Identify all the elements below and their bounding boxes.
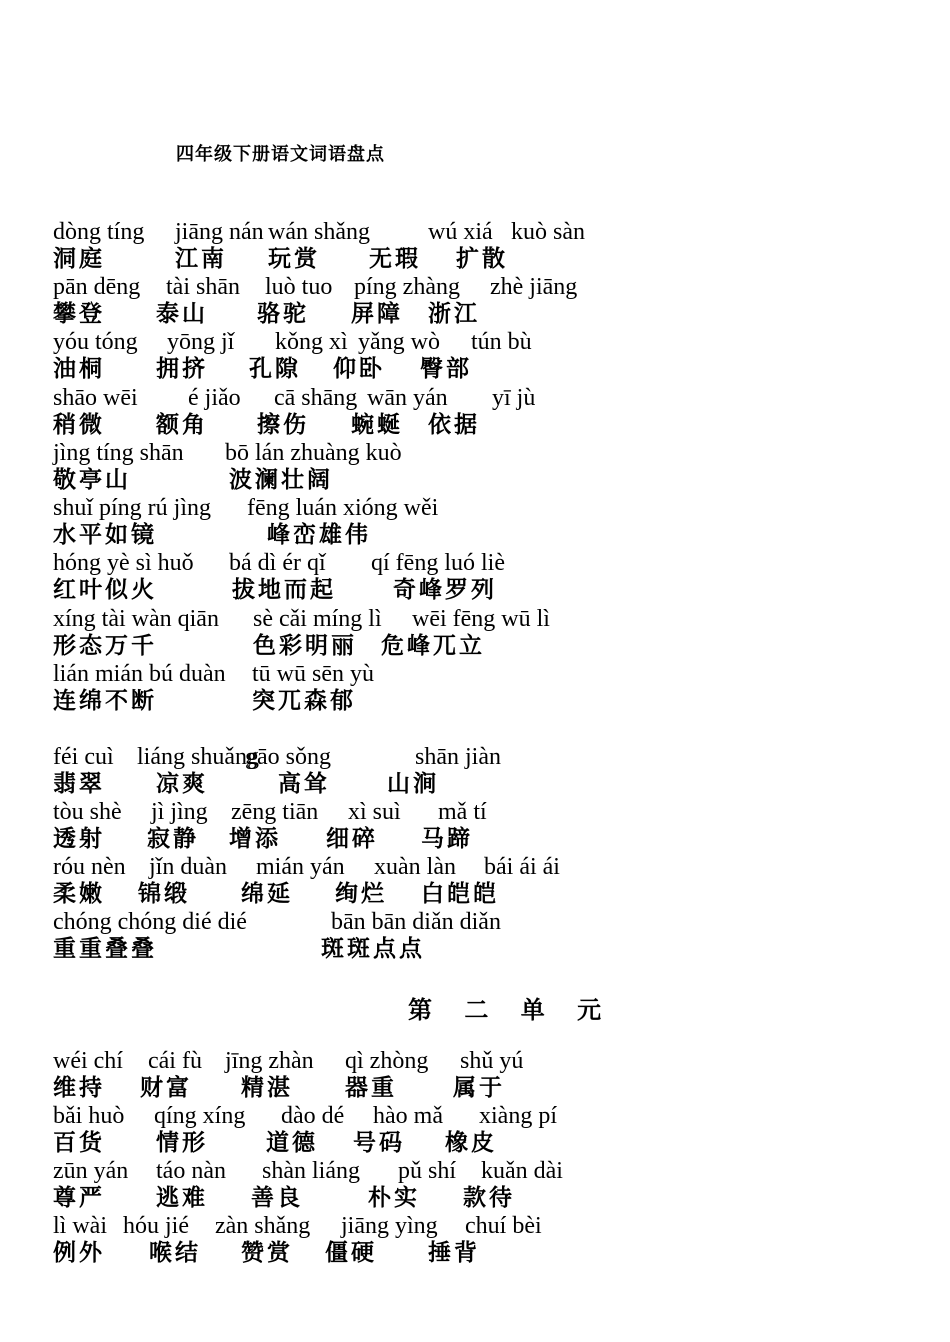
hanzi-word: 绚烂	[335, 880, 387, 907]
hanzi-word: 浙江	[428, 300, 480, 327]
hanzi-word: 善良	[251, 1184, 303, 1211]
hanzi-word: 仰卧	[333, 355, 385, 382]
pinyin-word: chóng chóng dié dié	[53, 909, 247, 935]
pinyin-word: hóng yè sì huǒ	[53, 550, 194, 576]
hanzi-word: 洞庭	[53, 245, 105, 272]
pinyin-word: fēng luán xióng wěi	[247, 495, 439, 521]
pinyin-word: lì wài	[53, 1213, 107, 1239]
pinyin-word: wān yán	[367, 385, 448, 411]
hanzi-word: 尊严	[53, 1184, 105, 1211]
pinyin-word: wēi fēng wū lì	[412, 606, 550, 632]
hanzi-word: 例外	[53, 1239, 105, 1266]
hanzi-word: 细碎	[326, 825, 378, 852]
pinyin-word: xiàng pí	[479, 1103, 557, 1129]
hanzi-word: 精湛	[241, 1074, 293, 1101]
hanzi-word: 波澜壮阔	[229, 466, 333, 493]
hanzi-word: 器重	[345, 1074, 397, 1101]
hanzi-word: 攀登	[53, 300, 105, 327]
pinyin-word: mǎ tí	[438, 799, 487, 825]
hanzi-word: 臀部	[420, 355, 472, 382]
hanzi-word: 无瑕	[369, 245, 421, 272]
hanzi-word: 高耸	[278, 770, 330, 797]
pinyin-word: kǒng xì	[275, 329, 348, 355]
pinyin-word: liáng shuǎng	[137, 744, 259, 770]
hanzi-word: 锦缎	[138, 880, 190, 907]
pinyin-word: píng zhàng	[354, 274, 460, 300]
hanzi-word: 峰峦雄伟	[267, 521, 371, 548]
hanzi-word: 依据	[428, 411, 480, 438]
pinyin-word: táo nàn	[156, 1158, 226, 1184]
hanzi-word: 危峰兀立	[381, 632, 485, 659]
hanzi-word: 寂静	[147, 825, 199, 852]
pinyin-word: wú xiá	[428, 219, 493, 245]
hanzi-word: 红叶似火	[53, 576, 157, 603]
hanzi-word: 色彩明丽	[253, 632, 357, 659]
hanzi-word: 绵延	[241, 880, 293, 907]
pinyin-word: chuí bèi	[465, 1213, 542, 1239]
hanzi-word: 擦伤	[257, 411, 309, 438]
pinyin-word: dòng tíng	[53, 219, 145, 245]
hanzi-word: 柔嫩	[53, 880, 105, 907]
pinyin-word: hào mǎ	[373, 1103, 443, 1129]
pinyin-word: tài shān	[166, 274, 240, 300]
hanzi-word: 扩散	[456, 245, 508, 272]
pinyin-word: bō lán zhuàng kuò	[225, 440, 402, 466]
pinyin-word: lián mián bú duàn	[53, 661, 226, 687]
hanzi-word: 逃难	[156, 1184, 208, 1211]
pinyin-word: shān jiàn	[415, 744, 501, 770]
pinyin-word: bān bān diǎn diǎn	[331, 909, 501, 935]
pinyin-word: mián yán	[256, 854, 345, 880]
hanzi-word: 增添	[229, 825, 281, 852]
hanzi-word: 玩赏	[268, 245, 320, 272]
pinyin-word: zhè jiāng	[490, 274, 578, 300]
hanzi-word: 道德	[266, 1129, 318, 1156]
hanzi-word: 财富	[140, 1074, 192, 1101]
hanzi-word: 翡翠	[53, 770, 105, 797]
pinyin-word: yóu tóng	[53, 329, 138, 355]
pinyin-word: féi cuì	[53, 744, 114, 770]
pinyin-word: shāo wēi	[53, 385, 138, 411]
pinyin-word: sè cǎi míng lì	[253, 606, 382, 632]
pinyin-word: tòu shè	[53, 799, 122, 825]
pinyin-word: shǔ yú	[460, 1048, 524, 1074]
pinyin-word: pān dēng	[53, 274, 141, 300]
hanzi-word: 捶背	[428, 1239, 480, 1266]
pinyin-word: shuǐ píng rú jìng	[53, 495, 212, 521]
hanzi-word: 僵硬	[325, 1239, 377, 1266]
pinyin-word: jǐn duàn	[149, 854, 227, 880]
hanzi-word: 突兀森郁	[252, 687, 356, 714]
hanzi-word: 山涧	[387, 770, 439, 797]
pinyin-word: pǔ shí	[398, 1158, 457, 1184]
pinyin-word: qì zhòng	[345, 1048, 429, 1074]
pinyin-word: hóu jié	[123, 1213, 189, 1239]
hanzi-word: 重重叠叠	[53, 935, 157, 962]
hanzi-word: 连绵不断	[53, 687, 157, 714]
pinyin-word: qí fēng luó liè	[371, 550, 505, 576]
pinyin-word: cái fù	[148, 1048, 202, 1074]
hanzi-word: 屏障	[351, 300, 403, 327]
pinyin-word: xuàn làn	[374, 854, 456, 880]
pinyin-word: zēng tiān	[231, 799, 319, 825]
hanzi-word: 拔地而起	[232, 576, 336, 603]
page-title: 四年级下册语文词语盘点	[176, 144, 385, 165]
pinyin-word: yōng jǐ	[167, 329, 235, 355]
hanzi-word: 拥挤	[156, 355, 208, 382]
hanzi-word: 骆驼	[257, 300, 309, 327]
pinyin-word: kuò sàn	[511, 219, 585, 245]
pinyin-word: qíng xíng	[154, 1103, 246, 1129]
hanzi-word: 赞赏	[241, 1239, 293, 1266]
hanzi-word: 水平如镜	[53, 521, 157, 548]
unit-heading: 第 二 单 元	[408, 995, 614, 1024]
hanzi-word: 形态万千	[53, 632, 157, 659]
hanzi-word: 白皑皑	[421, 880, 499, 907]
pinyin-word: jiāng nán	[175, 219, 264, 245]
pinyin-word: tún bù	[471, 329, 532, 355]
hanzi-word: 号码	[353, 1129, 405, 1156]
pinyin-word: bá dì ér qǐ	[229, 550, 326, 576]
hanzi-word: 维持	[53, 1074, 105, 1101]
pinyin-word: yī jù	[492, 385, 536, 411]
pinyin-word: é jiǎo	[188, 385, 241, 411]
hanzi-word: 奇峰罗列	[393, 576, 497, 603]
pinyin-word: cā shāng	[274, 385, 358, 411]
hanzi-word: 油桐	[53, 355, 105, 382]
hanzi-word: 斑斑点点	[321, 935, 425, 962]
hanzi-word: 敬亭山	[53, 466, 131, 493]
pinyin-word: gāo sǒng	[245, 744, 331, 770]
hanzi-word: 款待	[463, 1184, 515, 1211]
pinyin-word: wán shǎng	[268, 219, 370, 245]
pinyin-word: zàn shǎng	[215, 1213, 311, 1239]
pinyin-word: yǎng wò	[358, 329, 440, 355]
hanzi-word: 属于	[453, 1074, 505, 1101]
hanzi-word: 朴实	[368, 1184, 420, 1211]
pinyin-word: luò tuo	[265, 274, 333, 300]
hanzi-word: 情形	[156, 1129, 208, 1156]
pinyin-word: xíng tài wàn qiān	[53, 606, 219, 632]
pinyin-word: jiāng yìng	[341, 1213, 438, 1239]
hanzi-word: 凉爽	[156, 770, 208, 797]
pinyin-word: wéi chí	[53, 1048, 123, 1074]
pinyin-word: dào dé	[281, 1103, 345, 1129]
hanzi-word: 透射	[53, 825, 105, 852]
pinyin-word: shàn liáng	[262, 1158, 360, 1184]
pinyin-word: jìng tíng shān	[53, 440, 184, 466]
hanzi-word: 百货	[53, 1129, 105, 1156]
hanzi-word: 江南	[175, 245, 227, 272]
pinyin-word: bái ái ái	[484, 854, 560, 880]
pinyin-word: jì jìng	[151, 799, 208, 825]
pinyin-word: bǎi huò	[53, 1103, 125, 1129]
hanzi-word: 孔隙	[249, 355, 301, 382]
hanzi-word: 马蹄	[421, 825, 473, 852]
pinyin-word: kuǎn dài	[481, 1158, 563, 1184]
hanzi-word: 额角	[156, 411, 208, 438]
pinyin-word: tū wū sēn yù	[252, 661, 374, 687]
hanzi-word: 泰山	[156, 300, 208, 327]
pinyin-word: xì suì	[348, 799, 401, 825]
hanzi-word: 橡皮	[445, 1129, 497, 1156]
pinyin-word: róu nèn	[53, 854, 126, 880]
hanzi-word: 蜿蜒	[351, 411, 403, 438]
pinyin-word: zūn yán	[53, 1158, 129, 1184]
pinyin-word: jīng zhàn	[225, 1048, 314, 1074]
hanzi-word: 稍微	[53, 411, 105, 438]
hanzi-word: 喉结	[149, 1239, 201, 1266]
